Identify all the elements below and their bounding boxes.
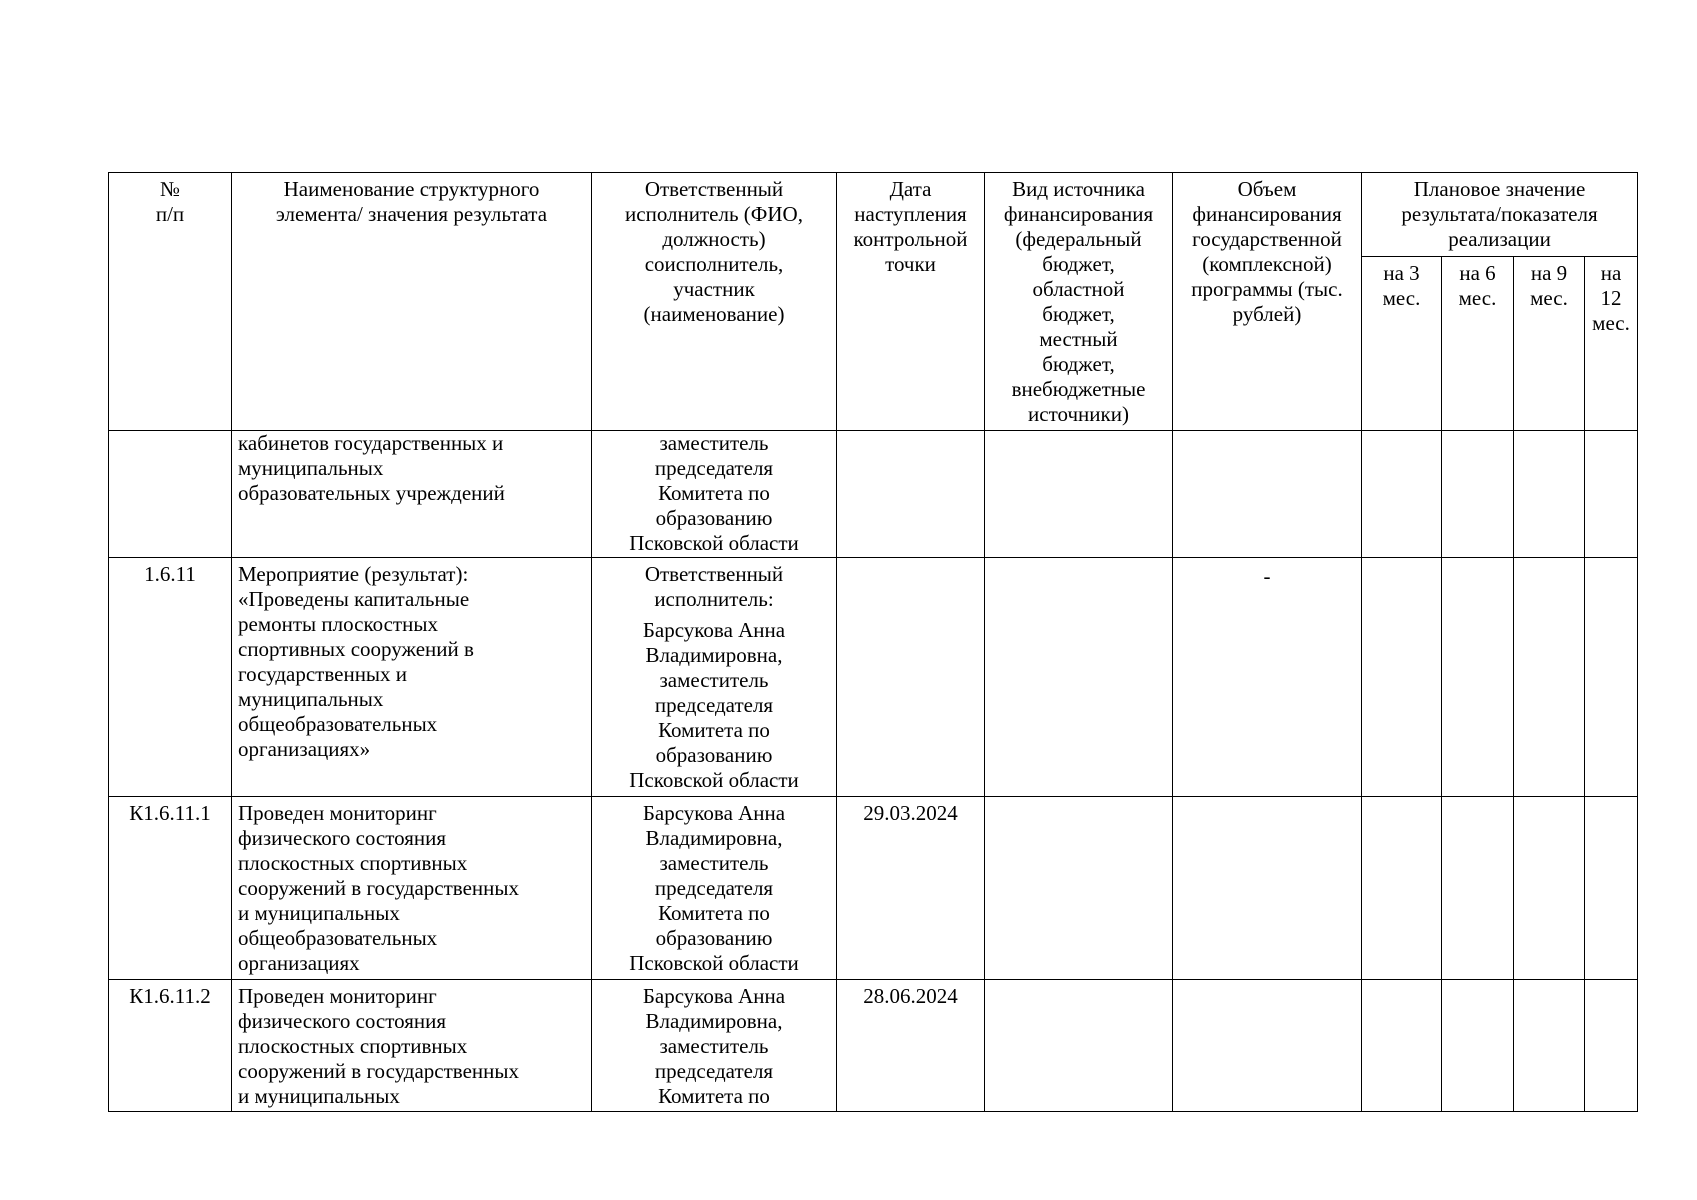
header-number: № п/п [109,173,232,431]
row-plan-12 [1585,980,1638,1112]
header-date: Дата наступления контрольной точки [837,173,985,431]
control-points-table [108,172,1638,1112]
row-plan-6 [1442,797,1514,980]
row-source [985,980,1173,1112]
row-responsible: Барсукова Анна Владимировна, заместитель председателя Комитета по образованию Псковской области [592,797,837,980]
row-plan-9 [1514,558,1585,797]
row-volume: - [1173,558,1362,797]
row-date [837,431,985,558]
row-source [985,431,1173,558]
row-responsible: заместитель председателя Комитета по образованию Псковской области [592,431,837,558]
table-row [109,797,1638,980]
row-name: кабинетов государственных и муниципальных образовательных учреждений [232,431,592,558]
header-plan-9-months: на 9 мес. [1514,257,1585,431]
row-name: Проведен мониторинг физического состояния плоскостных спортивных сооружений в государственных и муниципальных [232,980,592,1112]
header-name: Наименование структурного элемента/ значения результата [232,173,592,431]
header-volume: Объем финансирования государственной (комплексной) программы (тыс. рублей) [1173,173,1362,431]
row-number: К1.6.11.1 [109,797,232,980]
row-number: К1.6.11.2 [109,980,232,1112]
header-plan-12-months: на 12 мес. [1585,257,1638,431]
row-plan-3 [1362,431,1442,558]
row-plan-6 [1442,980,1514,1112]
row-name: Мероприятие (результат): «Проведены капитальные ремонты плоскостных спортивных сооружений в государственных и муниципальных общеобразовательных организациях» [232,558,592,797]
row-source [985,797,1173,980]
header-plan: Плановое значение результата/показателя реализации [1362,173,1638,257]
row-volume [1173,980,1362,1112]
row-plan-9 [1514,431,1585,558]
row-plan-12 [1585,558,1638,797]
row-number: 1.6.11 [109,558,232,797]
row-date: 28.06.2024 [837,980,985,1112]
row-date [837,558,985,797]
row-plan-6 [1442,431,1514,558]
row-plan-12 [1585,797,1638,980]
row-plan-6 [1442,558,1514,797]
row-plan-3 [1362,558,1442,797]
row-plan-9 [1514,797,1585,980]
header-source: Вид источника финансирования (федеральный бюджет, областной бюджет, местный бюджет, внебюджетные источники) [985,173,1173,431]
table-row [109,431,1638,558]
row-plan-9 [1514,980,1585,1112]
header-responsible: Ответственный исполнитель (ФИО, должность) соисполнитель, участник (наименование) [592,173,837,431]
row-volume [1173,431,1362,558]
row-source [985,558,1173,797]
row-responsible: Барсукова Анна Владимировна, заместитель председателя Комитета по [592,980,837,1112]
row-plan-3 [1362,980,1442,1112]
row-name: Проведен мониторинг физического состояния плоскостных спортивных сооружений в государственных и муниципальных общеобразовательных организациях [232,797,592,980]
row-responsible: Ответственный исполнитель: Барсукова Анна Владимировна, заместитель председателя Комитета по образованию Псковской области [592,558,837,797]
table-row [109,558,1638,797]
row-date: 29.03.2024 [837,797,985,980]
table-row [109,980,1638,1112]
row-plan-3 [1362,797,1442,980]
header-plan-6-months: на 6 мес. [1442,257,1514,431]
row-number [109,431,232,558]
header-plan-3-months: на 3 мес. [1362,257,1442,431]
row-plan-12 [1585,431,1638,558]
row-volume [1173,797,1362,980]
